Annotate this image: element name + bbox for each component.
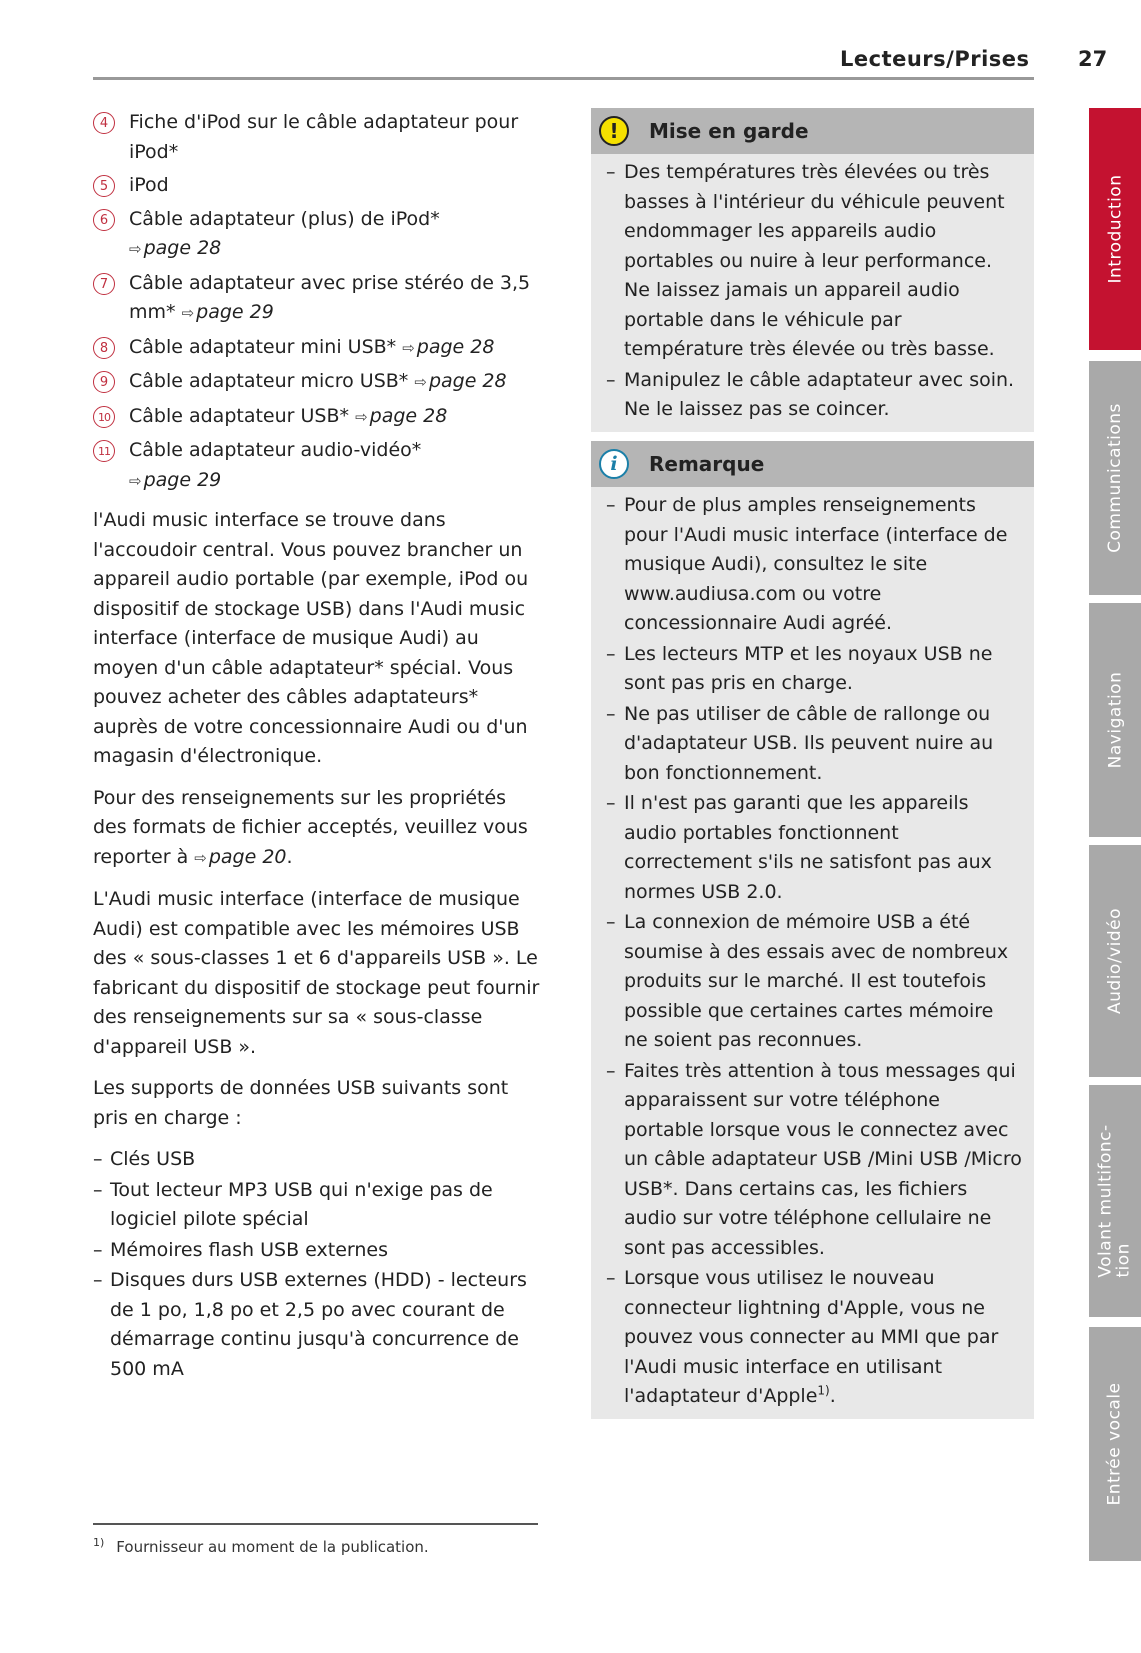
list-item: – Tout lecteur MP3 USB qui n'exige pas de logiciel pilote spécial <box>93 1176 541 1235</box>
callout-item <box>93 367 541 398</box>
note-box <box>591 441 1034 1419</box>
tab-audio-video[interactable]: Audio/vidéo <box>1089 845 1141 1077</box>
callout-item <box>93 436 541 496</box>
arrow-right-icon: ⇨ <box>129 240 142 258</box>
list-item: – Il n'est pas garanti que les appareils audio portables fonctionnent correctement s'ils ne satisfont pas aux normes USB 2.0. <box>606 789 1022 907</box>
footnote-mark: 1) <box>93 1536 105 1549</box>
warning-header <box>591 108 1034 154</box>
arrow-right-icon: ⇨ <box>355 407 368 426</box>
callout-item <box>93 402 541 433</box>
callout-item <box>93 205 541 265</box>
callout-text-wrap <box>129 367 541 398</box>
tab-communications[interactable]: Communications <box>1089 361 1141 595</box>
info-icon: i <box>599 449 629 479</box>
arrow-right-icon: ⇨ <box>194 848 207 867</box>
tab-introduction[interactable]: Introduction <box>1089 108 1141 350</box>
callout-text-wrap <box>129 436 541 496</box>
list-item: – Disques durs USB externes (HDD) - lecteurs de 1 po, 1,8 po et 2,5 po avec courant de démarrage continu jusqu'à concurrence de 500 mA <box>93 1266 541 1384</box>
list-item: – Clés USB <box>93 1145 541 1175</box>
callout-text-wrap <box>129 205 541 265</box>
list-item: – Mémoires flash USB externes <box>93 1236 541 1266</box>
page-ref-link[interactable]: ⇨ page 28 <box>129 237 222 259</box>
body-paragraph: Les supports de données USB suivants sont pris en charge : <box>93 1077 509 1129</box>
callout-text: Câble adaptateur (plus) de iPod* <box>129 207 440 230</box>
callout-number: 7 <box>93 273 115 295</box>
callout-text: iPod <box>129 174 169 196</box>
footnote <box>93 1536 429 1556</box>
arrow-right-icon: ⇨ <box>414 373 427 391</box>
section-title: Lecteurs/Prises <box>840 47 1030 71</box>
warning-icon: ! <box>599 116 629 146</box>
callout-item <box>93 269 541 329</box>
callout-text: Câble adaptateur audio-vidéo* <box>129 439 422 461</box>
page-number: 27 <box>1078 47 1108 71</box>
callout-text: Câble adaptateur micro USB* <box>129 370 409 392</box>
note-header <box>591 441 1034 487</box>
body-paragraph: Pour des renseignements sur les propriétés des formats de fichier acceptés, veuillez vous reporter à ⇨ page 20. <box>93 786 528 868</box>
body-paragraph: l'Audi music interface se trouve dans l'accoudoir central. Vous pouvez brancher un appareil audio portable (par exemple, iPod ou dispositif de stockage USB) dans l'Audi music interface (interface de musique Audi) au moyen d'un câble adaptateur* spécial. Vous pouvez acheter des câbles adaptateurs* auprès de votre concessionnaire Audi ou d'un magasin d'électronique. <box>93 509 529 767</box>
page-ref-link[interactable]: ⇨ page 29 <box>181 301 274 323</box>
footnote-ref[interactable]: 1) <box>817 1383 830 1398</box>
callout-number: 8 <box>93 337 115 359</box>
warning-title: Mise en garde <box>649 119 809 143</box>
list-item: – Faites très attention à tous messages qui apparaissent sur votre téléphone portable lorsque vous le connectez avec un câble adaptateur USB /Mini USB /Micro USB*. Dans certains cas, les fichiers audio sur votre téléphone cellulaire ne sont pas accessibles. <box>606 1057 1022 1264</box>
list-item: – Ne pas utiliser de câble de rallonge ou d'adaptateur USB. Ils peuvent nuire au bon fonctionnement. <box>606 700 1022 789</box>
callout-text: Câble adaptateur USB* <box>129 404 350 427</box>
page-ref-link[interactable]: ⇨ page 28 <box>355 404 448 427</box>
callout-text-wrap <box>129 269 541 329</box>
supports-list <box>93 1145 541 1384</box>
warning-box <box>591 108 1034 432</box>
list-item: – Lorsque vous utilisez le nouveau connecteur lightning d'Apple, vous ne pouvez vous connecter au MMI que par l'Audi music interface en utilisant l'adaptateur d'Apple$^{1)}$. <box>606 1264 1022 1412</box>
footnote-divider <box>93 1523 538 1525</box>
arrow-right-icon: ⇨ <box>181 304 195 322</box>
note-body <box>591 487 1034 1419</box>
list-item: – Manipulez le câble adaptateur avec soin. Ne le laissez pas se coincer. <box>606 366 1022 425</box>
callout-number: 5 <box>93 175 115 197</box>
callout-item <box>93 108 541 167</box>
callout-item <box>93 171 541 201</box>
note-list <box>606 491 1022 1412</box>
arrow-right-icon: ⇨ <box>402 338 415 357</box>
callout-number: 9 <box>93 371 115 393</box>
list-item: – La connexion de mémoire USB a été soumise à des essais avec de nombreux produits sur le marché. Il est toutefois possible que certaines cartes mémoire ne soient pas reconnues. <box>606 908 1022 1056</box>
callout-number: 11 <box>93 440 115 462</box>
note-title: Remarque <box>649 452 765 476</box>
warning-list <box>606 158 1022 425</box>
callout-text-wrap <box>129 402 541 433</box>
callout-number: 4 <box>93 112 115 134</box>
page-ref-link[interactable]: ⇨ page 28 <box>402 335 495 358</box>
callout-item <box>93 333 541 364</box>
tab-volant-multifonction[interactable]: Volant multifonc- tion <box>1089 1085 1141 1317</box>
list-item: – Pour de plus amples renseignements pour l'Audi music interface (interface de musique Audi), consultez le site www.audiusa.com ou votre concessionnaire Audi agréé. <box>606 491 1022 639</box>
footnote-text: Fournisseur au moment de la publication. <box>116 1538 429 1556</box>
callout-text: Câble adaptateur mini USB* <box>129 335 397 358</box>
callout-text: Câble adaptateur avec prise stéréo de 3,5 mm* <box>129 271 531 323</box>
left-column <box>93 108 541 1385</box>
tab-entree-vocale[interactable]: Entrée vocale <box>1089 1327 1141 1561</box>
callout-number: 10 <box>93 406 115 428</box>
callout-text: Fiche d'iPod sur le câble adaptateur pour iPod* <box>129 111 519 163</box>
page-ref-link[interactable]: ⇨ page 20 <box>194 845 287 868</box>
arrow-right-icon: ⇨ <box>129 471 142 490</box>
list-item: – Les lecteurs MTP et les noyaux USB ne sont pas pris en charge. <box>606 640 1022 699</box>
page-ref-link[interactable]: ⇨ page 28 <box>414 370 507 392</box>
page-ref-link[interactable]: ⇨ page 29 <box>129 468 222 491</box>
body-paragraph: L'Audi music interface (interface de musique Audi) est compatible avec les mémoires USB des « sous-classes 1 et 6 d'appareils USB ». Le fabricant du dispositif de stockage peut fournir des renseignements sur sa « sous-classe d'appareil USB ». <box>93 888 540 1058</box>
tab-navigation[interactable]: Navigation <box>1089 603 1141 837</box>
warning-body <box>591 154 1034 432</box>
list-item: – Des températures très élevées ou très basses à l'intérieur du véhicule peuvent endommager les appareils audio portables ou nuire à leur performance. Ne laissez jamais un appareil audio portable dans le véhicule par température très élevée ou très basse. <box>606 158 1022 365</box>
callout-text-wrap <box>129 333 541 364</box>
callout-number: 6 <box>93 209 115 231</box>
header-divider <box>93 77 1034 80</box>
